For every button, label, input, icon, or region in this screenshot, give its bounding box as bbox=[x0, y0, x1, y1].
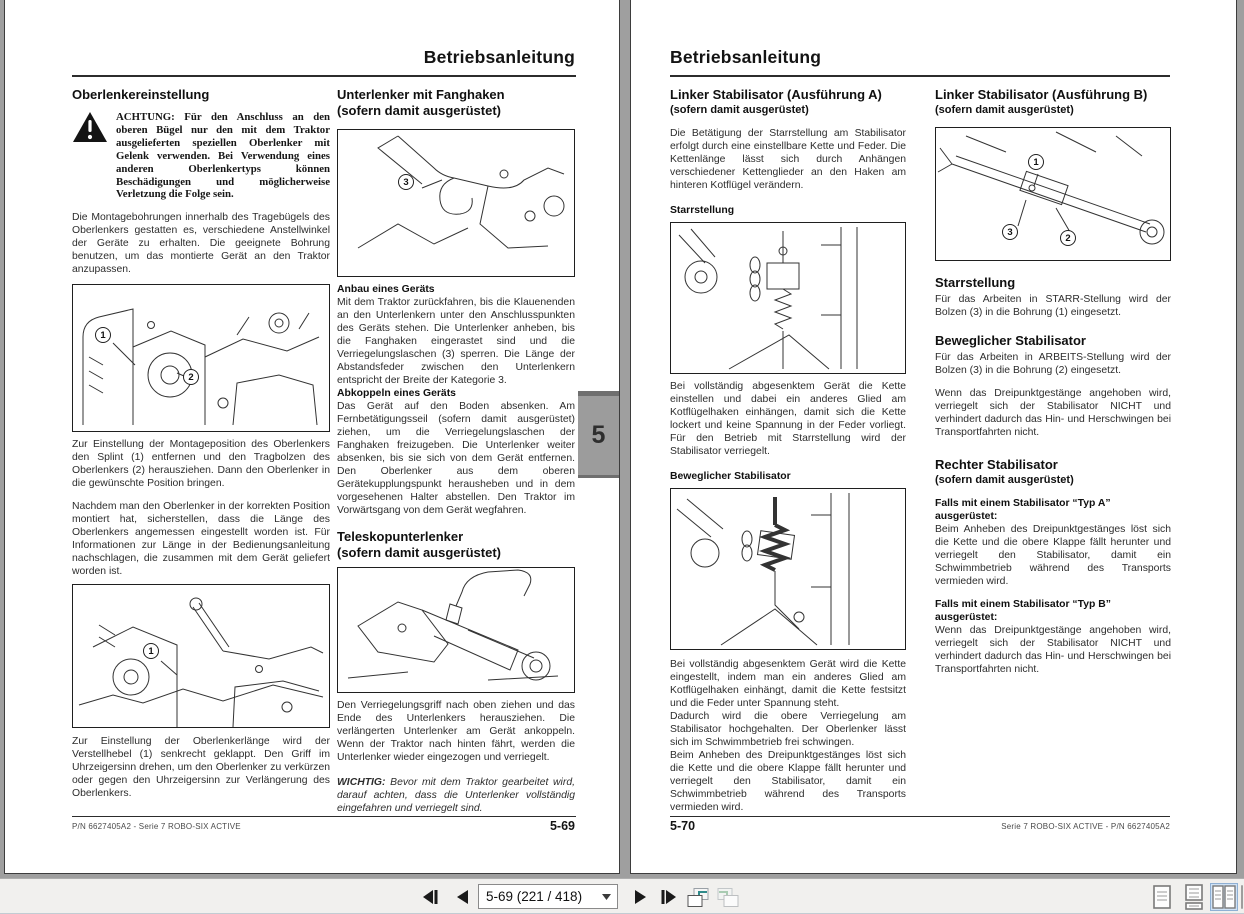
section-subheading: (sofern damit ausgerüstet) bbox=[935, 474, 1074, 486]
section-heading: Rechter Stabilisator bbox=[935, 457, 1058, 472]
footer-part-number: P/N 6627405A2 - Serie 7 ROBO-SIX ACTIVE bbox=[72, 822, 241, 831]
warning-block bbox=[72, 111, 330, 201]
figure-callout: 1 bbox=[1028, 154, 1044, 170]
footer-page-number: 5-70 bbox=[670, 819, 696, 833]
paragraph: Den Verriegelungsgriff nach oben ziehen und das Ende des Unterlenkers herausziehen. Die verlängerten Unterlenker am Gerät ankoppeln. Wenn der Traktor nach hinten fährt, werden die Unterlenker wieder eingezogen und verriegelt. bbox=[337, 700, 575, 763]
facing-continuous-view-button[interactable] bbox=[1240, 883, 1244, 911]
first-page-button[interactable] bbox=[418, 885, 442, 909]
next-page-button[interactable] bbox=[628, 885, 652, 909]
paragraph: Bei vollständig abgesenktem Gerät die Kette einstellen und dabei ein anderes Glied am Kotflügelhaken einhängen, damit sich die Kette lockert und keine Spannung in der Feder vorliegt. Für den Betrieb mit Starrstellung wird der Stabilisator verriegelt. bbox=[670, 381, 906, 457]
lead-bold: Falls mit einem Stabilisator “Typ B” ausgerüstet: bbox=[935, 599, 1111, 623]
figure-callout: 1 bbox=[143, 643, 159, 659]
section-heading: Oberlenkereinstellung bbox=[72, 87, 210, 102]
paragraph: Bei vollständig abgesenktem Gerät wird die Kette eingestellt, indem man ein anderes Glied am Kotflügelhaken einhängt, damit die Kette festsitzt und die Feder unter Spannung steht. bbox=[670, 659, 906, 709]
paragraph: Wenn das Dreipunktgestänge angehoben wird, verriegelt sich der Stabilisator NICHT und verhindert dadurch das Hin- und Herschwingen bei Transportfahrten nicht. bbox=[935, 388, 1171, 438]
section-heading: Unterlenker mit Fanghaken bbox=[337, 87, 505, 102]
previous-view-button[interactable] bbox=[684, 885, 712, 909]
important-text: Bevor mit dem Traktor gearbeitet wird, darauf achten, dass die Unterlenker vollständig eingefahren und verriegelt sind. bbox=[337, 777, 575, 814]
facing-pages-view-button[interactable] bbox=[1210, 883, 1238, 911]
figure-callout: 3 bbox=[398, 174, 414, 190]
figure-catch-hook bbox=[337, 129, 575, 277]
figure-callout: 1 bbox=[95, 327, 111, 343]
figure-telescopic-link bbox=[337, 567, 575, 693]
section-heading: Teleskopunterlenker bbox=[337, 529, 464, 544]
paragraph: Wenn das Dreipunktgestänge angehoben wird, verriegelt sich der Stabilisator NICHT und verhindert dadurch das Hin- und Herschwingen bei Transportfahrten nicht. bbox=[935, 625, 1171, 675]
figure-callout: 2 bbox=[1060, 230, 1076, 246]
minor-heading: Starrstellung bbox=[670, 205, 735, 216]
footer-part-number: Serie 7 ROBO-SIX ACTIVE - P/N 6627405A2 bbox=[1001, 822, 1170, 831]
page-number-input[interactable] bbox=[479, 886, 597, 907]
paragraph: Zur Einstellung der Oberlenkerlänge wird der Verstellhebel (1) senkrecht geklappt. Den Griff im Uhrzeigersinn drehen, um den Oberlenker zu verkürzen oder gegen den Uhrzeigersinn zur Verlängerung des Oberlenkers. bbox=[72, 736, 330, 800]
section-heading: Linker Stabilisator (Ausführung B) bbox=[935, 87, 1148, 102]
page-header-title: Betriebsanleitung bbox=[670, 47, 822, 67]
page-right bbox=[630, 0, 1237, 874]
page-header-title: Betriebsanleitung bbox=[423, 47, 575, 67]
section-heading: Starrstellung bbox=[935, 275, 1016, 290]
warning-text: ACHTUNG: Für den Anschluss an den oberen Bügel nur den mit dem Traktor ausgelieferten speziellen Oberlenker mit Gelenk verwenden. Bei Verwendung eines anderen Oberlenkertyps können Beschädigungen und möglicherweise Verletzung die Folge sein. bbox=[116, 111, 330, 201]
single-page-view-button[interactable] bbox=[1148, 883, 1176, 911]
left-page-column-2 bbox=[337, 87, 575, 815]
figure-floating-position bbox=[670, 488, 906, 650]
minor-heading: Anbau eines Geräts bbox=[337, 284, 435, 295]
figure-top-link-length bbox=[72, 584, 330, 728]
figure-callout: 3 bbox=[1002, 224, 1018, 240]
next-view-button[interactable] bbox=[714, 885, 742, 909]
paragraph: Beim Anheben des Dreipunktgestänges löst sich die Kette und die obere Klappe fällt herunter und verriegelt den Stabilisator, damit ein Schwimmbetrieb während des Transports vermieden wird. bbox=[670, 750, 906, 813]
previous-page-button[interactable] bbox=[450, 885, 474, 909]
header-rule bbox=[670, 75, 1170, 77]
lead-bold: Falls mit einem Stabilisator “Typ A” ausgerüstet: bbox=[935, 498, 1111, 522]
section-heading: Linker Stabilisator (Ausführung A) bbox=[670, 87, 882, 102]
paragraph: Mit dem Traktor zurückfahren, bis die Klauenenden an den Unterlenkern unter den Anschlusspunkten des Geräts stehen. Die Unterlenker anheben, bis die Fanghaken eingerastet sind und die Verriegelungslaschen (3) sperren. Die Länge der Abstandsfeder zwischen den Unterlenkern entspricht der Breite der Kategorie 3. bbox=[337, 297, 575, 386]
minor-heading: Beweglicher Stabilisator bbox=[670, 471, 791, 482]
page-left bbox=[4, 0, 620, 874]
paragraph: Zur Einstellung der Montageposition des Oberlenkers den Splint (1) entfernen und den Tragbolzen des Oberlenkers (2) herausziehen. Dann den Oberlenker in die gewünschte Position bringen. bbox=[72, 439, 330, 490]
right-page-column-2 bbox=[935, 87, 1171, 676]
minor-heading: Abkoppeln eines Geräts bbox=[337, 388, 456, 399]
footer-rule bbox=[72, 816, 576, 817]
footer-page-number: 5-69 bbox=[549, 819, 575, 833]
figure-stabilizer-version-b bbox=[935, 127, 1171, 261]
paragraph: Für das Arbeiten in ARBEITS-Stellung wird der Bolzen (3) in die Bohrung (2) eingesetzt. bbox=[935, 352, 1171, 376]
important-note bbox=[337, 776, 575, 815]
header-rule bbox=[72, 75, 576, 77]
figure-callout: 2 bbox=[183, 369, 199, 385]
paragraph: Für das Arbeiten in STARR-Stellung wird der Bolzen (3) in die Bohrung (1) eingesetzt. bbox=[935, 294, 1171, 318]
right-page-column-1 bbox=[670, 87, 906, 814]
paragraph: Nachdem man den Oberlenker in der korrekten Position montiert hat, sicherstellen, dass die Länge des Oberlenkers angemessen eingestellt worden ist. Für Informationen zur Länge in der Bedienungsanleitung nachschlagen, die zusammen mit dem Gerät geliefert worden ist. bbox=[72, 501, 330, 578]
section-subheading: (sofern damit ausgerüstet) bbox=[337, 103, 501, 118]
figure-rigid-position bbox=[670, 222, 906, 374]
chapter-tab bbox=[578, 391, 619, 478]
figure-top-link-mounting bbox=[72, 284, 330, 432]
viewer-toolbar bbox=[0, 878, 1244, 914]
page-dropdown-arrow-icon[interactable] bbox=[597, 894, 615, 900]
footer-rule bbox=[670, 816, 1170, 817]
warning-triangle-icon bbox=[72, 111, 108, 201]
section-heading: Beweglicher Stabilisator bbox=[935, 333, 1086, 348]
paragraph: Die Betätigung der Starrstellung am Stabilisator erfolgt durch eine einstellbare Kette und Feder. Die Kettenlänge lässt sich durch Anhängen verschiedener Kettenglieder an den Haken am hinteren Kotflügel verändern. bbox=[670, 128, 906, 191]
important-label: WICHTIG: bbox=[337, 777, 386, 788]
paragraph: Das Gerät auf den Boden absenken. Am Fernbetätigungsseil (sofern damit ausgerüstet) ziehen, um die Verriegelungslaschen der Fanghaken freizugeben. Die Unterlenker weiter absenken, bis sie sich von dem Gerät entfernen. Den Oberlenker aus dem oberen Gerätekupplungspunkt herausheben und in dem vorgesehenen Halter abstellen. Den Traktor im Vorwärtsgang von dem Gerät wegfahren. bbox=[337, 401, 575, 516]
section-subheading: (sofern damit ausgerüstet) bbox=[935, 104, 1074, 116]
last-page-button[interactable] bbox=[656, 885, 680, 909]
paragraph: Dadurch wird die obere Verriegelung am Stabilisator hochgehalten. Der Oberlenker lässt sich im Schwimmbetrieb frei schwingen. bbox=[670, 711, 906, 748]
page-number-box[interactable] bbox=[478, 884, 618, 909]
left-page-column-1 bbox=[72, 87, 330, 800]
section-subheading: (sofern damit ausgerüstet) bbox=[337, 545, 501, 560]
chapter-tab-number: 5 bbox=[591, 421, 606, 449]
continuous-view-button[interactable] bbox=[1180, 883, 1208, 911]
paragraph: Die Montagebohrungen innerhalb des Tragebügels des Oberlenkers gestatten es, verschiedene Anstellwinkel der Geräte zu erhalten. Die geeignete Bohrung benutzen, um das montierte Gerät an den Traktor anzupassen. bbox=[72, 212, 330, 276]
paragraph: Beim Anheben des Dreipunktgestänges löst sich die Kette und die obere Klappe fällt herunter und verriegelt den Stabilisator, damit ein Schwimmbetrieb während des Transports vermieden wird. bbox=[935, 524, 1171, 587]
section-subheading: (sofern damit ausgerüstet) bbox=[670, 104, 809, 116]
